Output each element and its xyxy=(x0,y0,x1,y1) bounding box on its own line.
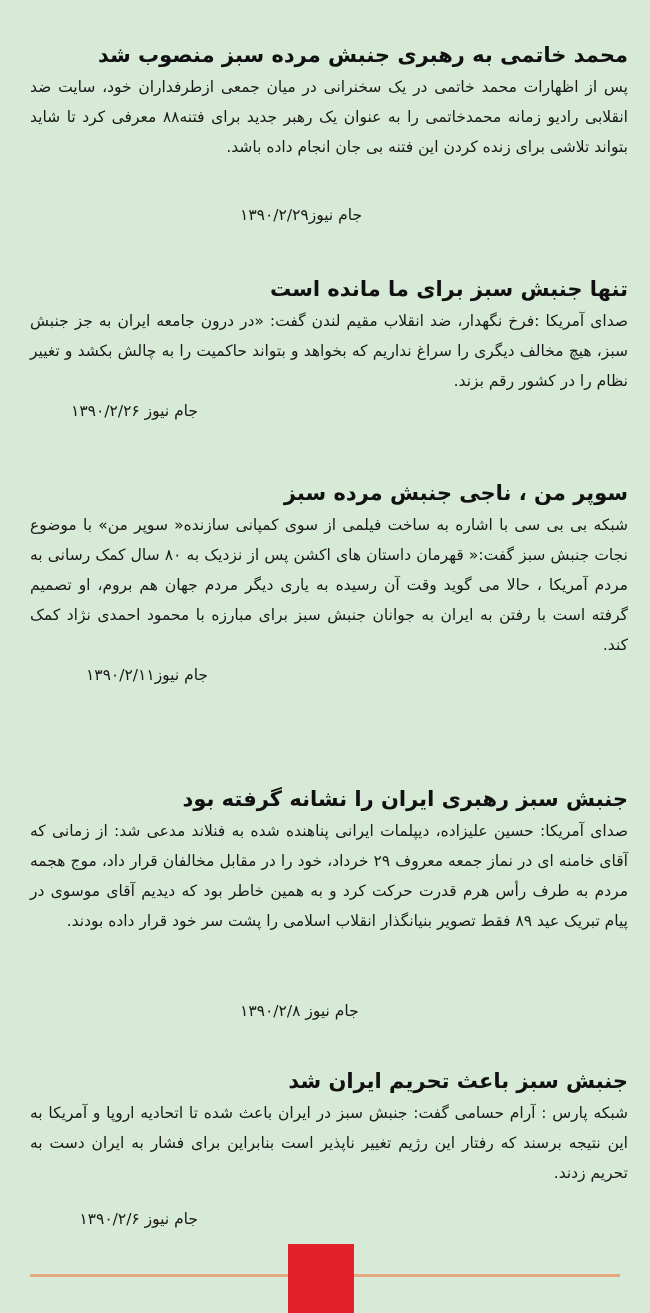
article-source: جام نیوز۱۳۹۰/۲/۲۹ xyxy=(240,206,363,224)
article-title: سوپر من ، ناجی جنبش مرده سبز xyxy=(283,481,628,505)
article-body: صدای آمریکا :فرخ نگهدار، ضد انقلاب مقیم لندن گفت: «در درون جامعه ایران به جز جنبش سبز، هیچ مخالف دیگری را سراغ نداریم که بخواهد و بتواند حاکمیت را به چالش بکشد و تغییر نظام را در کشور رقم بزند. xyxy=(30,312,628,390)
article-body: صدای آمریکا: حسین علیزاده، دیپلمات ایرانی پناهنده شده به فنلاند مدعی شد: از زمانی که آقای خامنه ای در نماز جمعه معروف ۲۹ خرداد، خود را در مقابل مخالفان قرار داد، موج هجمه مردم به طرف رأس هرم قدرت حرکت کرد و به همین خاطر بود که دیدیم آقای موسوی در پیام تبریک عید ۸۹ فقط تصویر بنیانگذار انقلاب اسلامی را پشت سر خود قرار داده بودند. xyxy=(30,822,628,930)
article-source: جام نیوز ۱۳۹۰/۲/۲۶ xyxy=(71,402,198,420)
article-body: شبکه بی بی سی با اشاره به ساخت فیلمی از سوی کمپانی سازنده« سوپر من» با موضوع نجات جنبش سبز گفت:« قهرمان داستان های اکشن پس از نزدیک به ۸۰ سال کمک رسانی به مردم آمریکا ، حالا می گوید وقت آن رسیده به یاری دیگر مردم جهان هم بروم، او تصمیم گرفته است با رفتن به ایران به جوانان جنبش سبز برای مبارزه با محمود احمدی نژاد کمک کند. xyxy=(30,516,628,654)
article-title: تنها جنبش سبز برای ما مانده است xyxy=(270,277,628,301)
article-2 xyxy=(30,272,628,426)
article-body: شبکه پارس : آرام حسامی گفت: جنبش سبز در ایران باعث شده تا اتحادیه اروپا و آمریکا به این نتیجه برسند که رفتار این رژیم تغییر ناپذیر است بنابراین برای فشار به ایران دست به تحریم زدند. xyxy=(30,1104,628,1182)
article-title: جنبش سبز باعث تحریم ایران شد xyxy=(288,1069,628,1093)
article-1 xyxy=(30,38,628,224)
article-5 xyxy=(30,1064,628,1234)
article-source: جام نیوز ۱۳۹۰/۲/۶ xyxy=(79,1210,198,1228)
article-source: جام نیوز ۱۳۹۰/۲/۸ xyxy=(240,1002,359,1020)
page-number-glyph xyxy=(288,1244,354,1313)
article-4 xyxy=(30,782,628,1020)
article-title: محمد خاتمی به رهبری جنبش مرده سبز منصوب شد xyxy=(97,43,628,67)
article-body: پس از اظهارات محمد خاتمی در یک سخنرانی در میان جمعی ازطرفداران خود، سایت ضد انقلابی رادیو زمانه محمدخاتمی را به عنوان یک رهبر جدید برای فتنه۸۸ معرفی کرد تا شاید بتواند تلاشی برای زنده کردن این فتنه بی جان انجام داده باشد. xyxy=(30,78,628,156)
article-title: جنبش سبز رهبری ایران را نشانه گرفته بود xyxy=(182,787,628,811)
article-3 xyxy=(30,476,628,690)
article-source: جام نیوز۱۳۹۰/۲/۱۱ xyxy=(85,666,208,684)
